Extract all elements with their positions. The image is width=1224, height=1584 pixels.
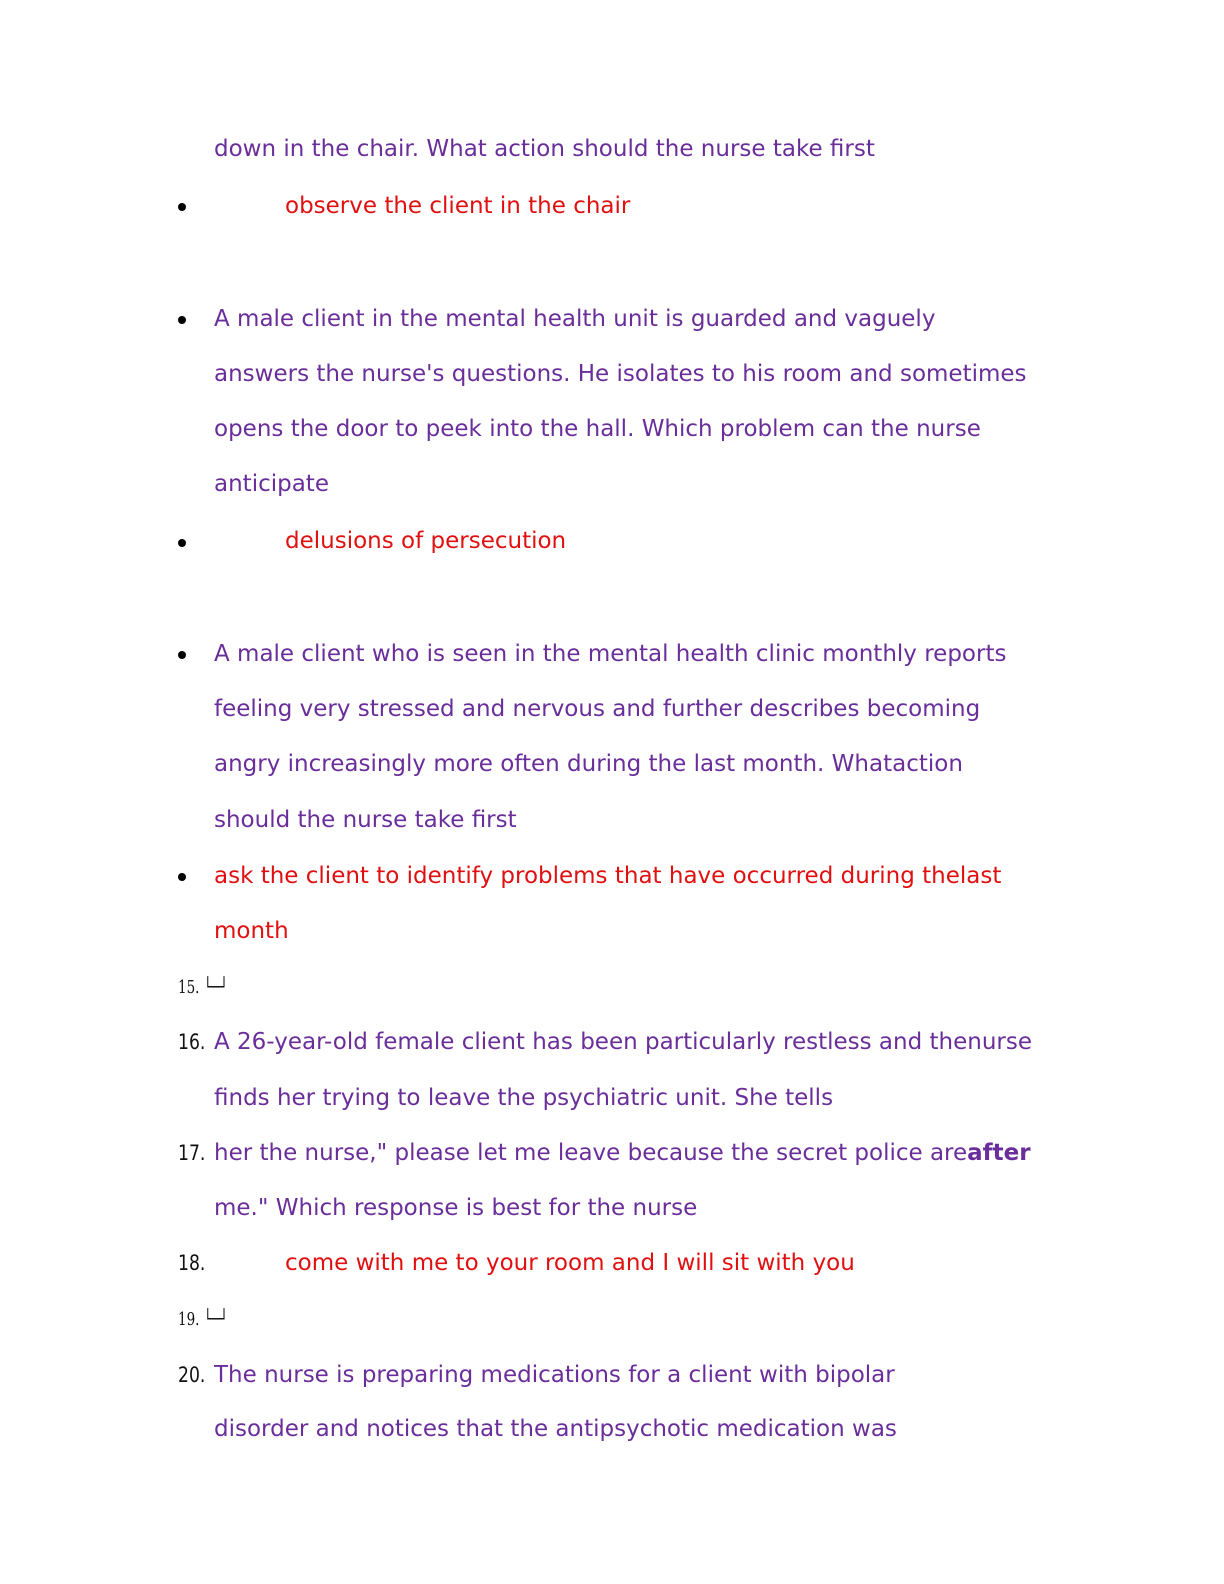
answer-text-line: come with me to your room and I will sit with you (285, 1250, 855, 1276)
answer-text-line: observe the client in the chair (285, 193, 631, 219)
answer-text-line: ask the client to identify problems that have occurred during thelast (214, 863, 1002, 889)
question-text-line: A 26-year-old female client has been particularly restless and thenurse (214, 1029, 1033, 1055)
list-number-19: 19. └─┘ (178, 1309, 229, 1330)
list-number-15: 15. └─┘ (178, 977, 229, 998)
list-number-18: 18. (178, 1251, 206, 1275)
bullet-icon (178, 539, 186, 547)
question-text-line: finds her trying to leave the psychiatric unit. She tells (214, 1085, 834, 1111)
question-text-line: feeling very stressed and nervous and further describes becoming (214, 696, 981, 722)
question-text-line: disorder and notices that the antipsychotic medication was (214, 1416, 897, 1442)
question-text-line: A male client who is seen in the mental health clinic monthly reports (214, 641, 1007, 667)
question-text-line: down in the chair. What action should the nurse take first (214, 136, 875, 162)
question-text-line: The nurse is preparing medications for a client with bipolar (214, 1362, 895, 1388)
bullet-icon (178, 316, 186, 324)
bullet-icon (178, 651, 186, 659)
question-text-line: answers the nurse's questions. He isolates to his room and sometimes (214, 361, 1027, 387)
question-text-line: me." Which response is best for the nurse (214, 1195, 698, 1221)
question-text-line: A male client in the mental health unit is guarded and vaguely (214, 306, 936, 332)
list-number-17: 17. (178, 1141, 206, 1165)
bullet-icon (178, 873, 186, 881)
question-text-line: should the nurse take first (214, 807, 517, 833)
list-number-20: 20. (178, 1363, 206, 1387)
bullet-icon (178, 203, 186, 211)
question-text-segment: her the nurse," please let me leave because the secret police are (214, 1140, 968, 1166)
list-number-16: 16. (178, 1030, 206, 1054)
answer-text-line: delusions of persecution (285, 528, 567, 554)
question-text-line (214, 1138, 1031, 1168)
question-text-segment-bold: after (967, 1140, 1031, 1166)
answer-text-line: month (214, 918, 289, 944)
question-text-line: opens the door to peek into the hall. Which problem can the nurse (214, 416, 981, 442)
question-text-line: angry increasingly more often during the last month. Whataction (214, 751, 963, 777)
question-text-line: anticipate (214, 471, 329, 497)
